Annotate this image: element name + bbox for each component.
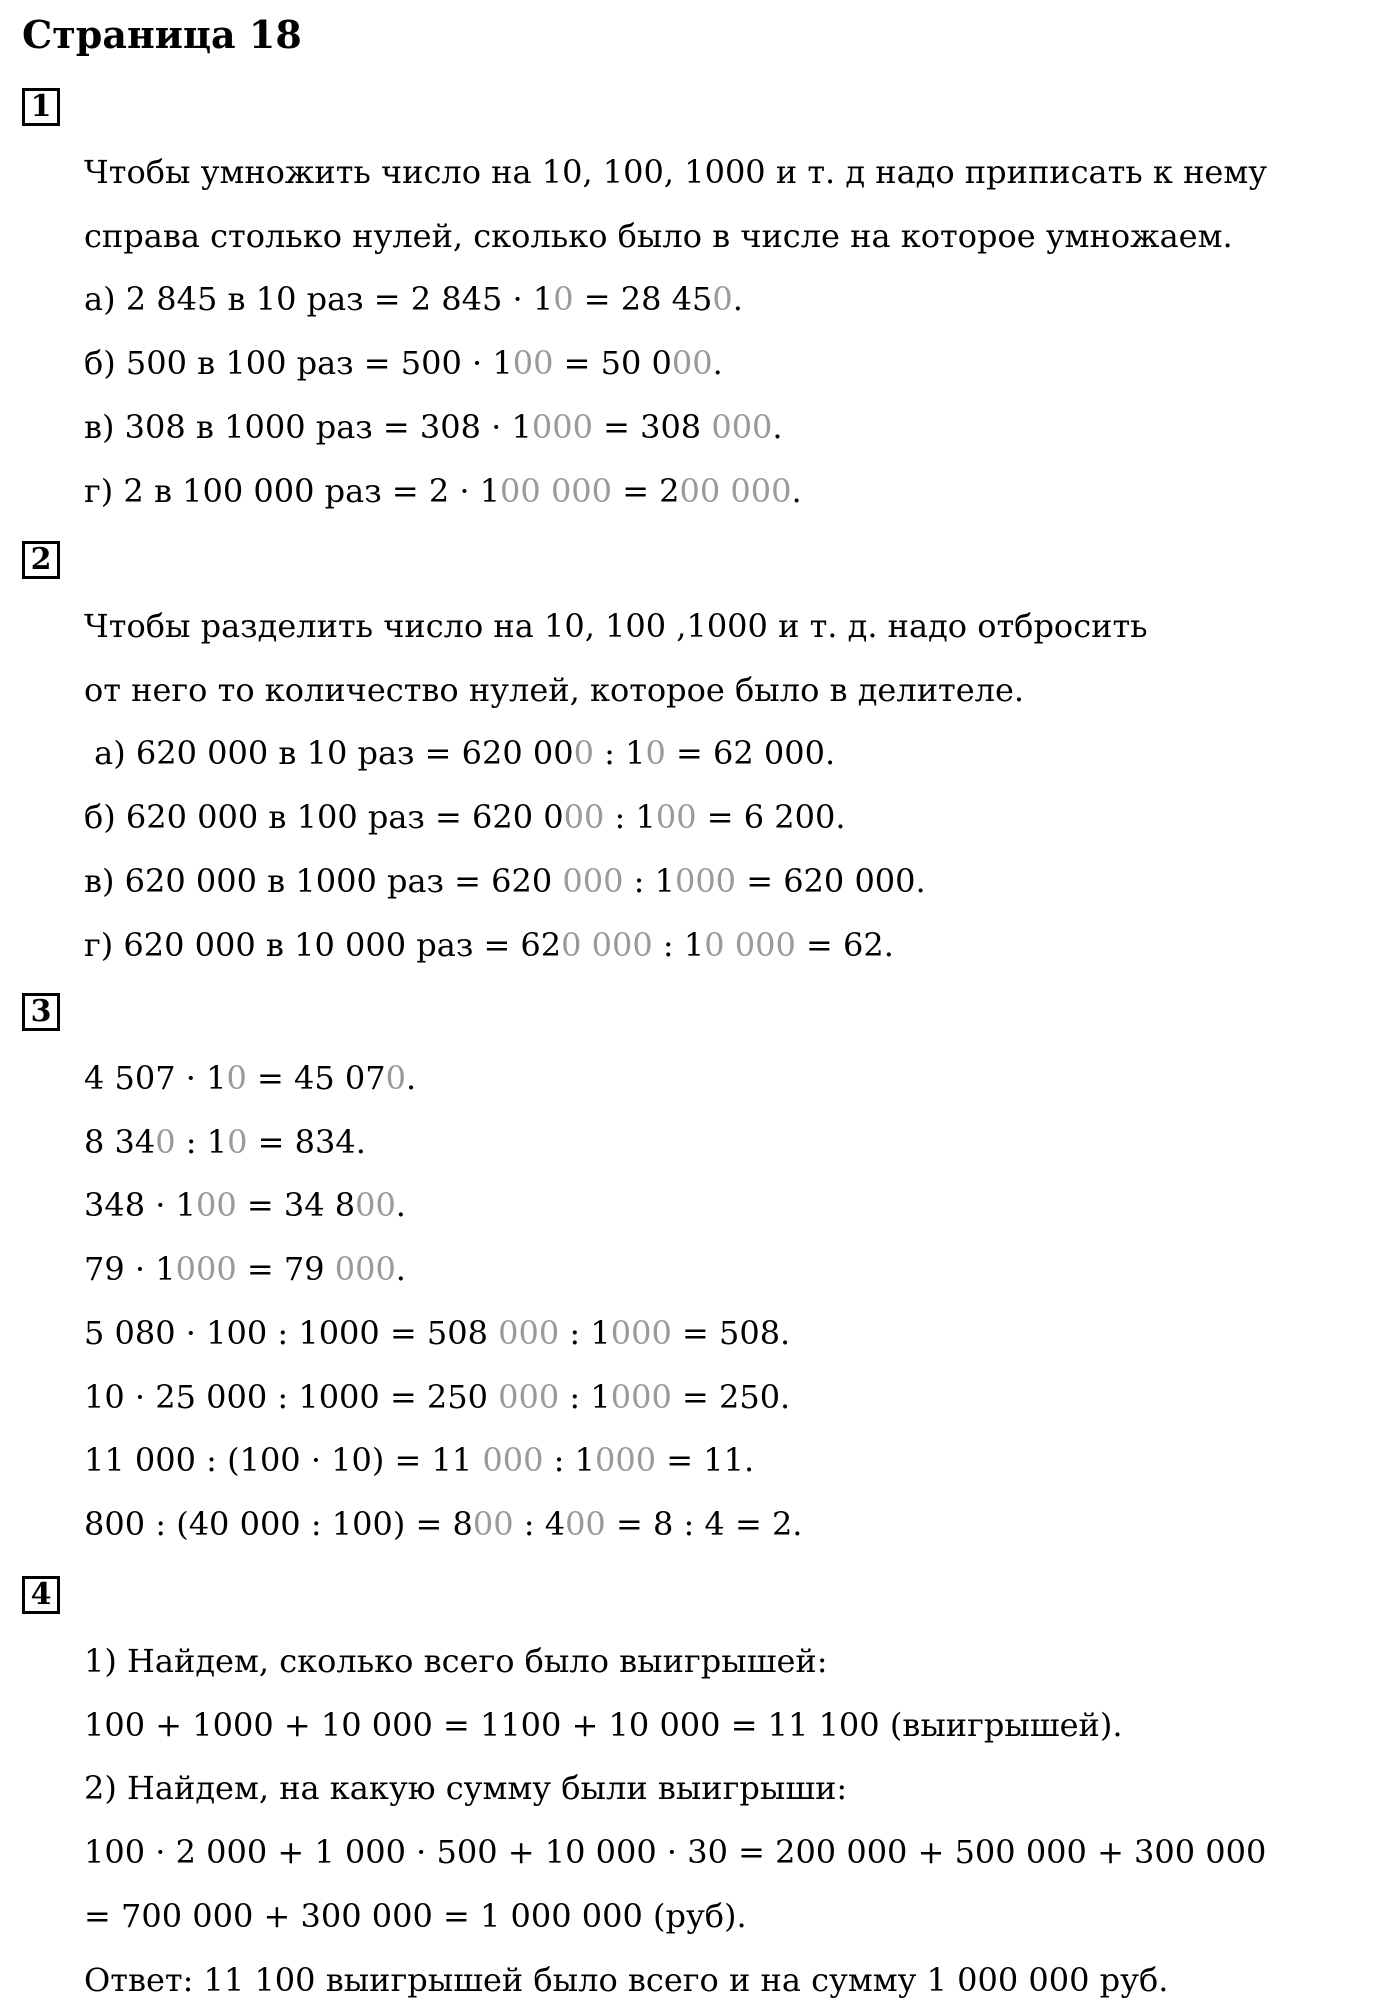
line-text: . [732, 280, 743, 319]
line-text: 1) Найдем, сколько всего было выигрышей: [84, 1642, 828, 1680]
task-number-3: 3 [22, 993, 60, 1031]
grey-zeros: 0 [645, 734, 666, 773]
grey-zeros: 000 [498, 1313, 560, 1352]
line-text: а) 620 000 в 10 раз = 620 00 [84, 734, 574, 773]
grey-zeros: 000 [610, 1377, 672, 1416]
grey-zeros: 0 [573, 734, 594, 773]
line-text: г) 2 в 100 000 раз = 2 · 1 [84, 471, 501, 510]
line-text: . [772, 407, 783, 446]
line-text: 100 · 2 000 + 1 000 · 500 + 10 000 · 30 = 200 000 + 500 000 + 300 000 [84, 1833, 1267, 1872]
line-text: : 1 [623, 861, 675, 900]
line-text: 348 · 1 [84, 1186, 196, 1225]
line-text: Чтобы умножить число на 10, 100, 1000 и т. д надо приписать к нему [84, 153, 1268, 191]
line-text: . [791, 471, 802, 510]
line-text: = 11. [656, 1441, 755, 1480]
line-text: 800 : (40 000 : 100) = 8 [84, 1504, 473, 1543]
line-text: = 700 000 + 300 000 = 1 000 000 (руб). [84, 1896, 747, 1935]
line-text: в) 308 в 1000 раз = 308 · 1 [84, 407, 532, 446]
task-2-line [84, 925, 894, 965]
grey-zeros: 0 000 [561, 925, 653, 964]
task-number-1: 1 [22, 88, 60, 126]
line-text: Ответ: 11 100 выигрышей было всего и на сумму 1 000 000 руб. [84, 1960, 1169, 1999]
grey-zeros: 00 [512, 344, 554, 383]
line-text: а) 2 845 в 10 раз = 2 845 · 1 [84, 280, 554, 319]
line-text: б) 500 в 100 раз = 500 · 1 [84, 344, 513, 383]
line-text: = 308 [592, 407, 712, 446]
task-2-line [84, 797, 846, 837]
line-text: г) 620 000 в 10 000 раз = 62 [84, 925, 562, 964]
grey-zeros: 0 [553, 280, 574, 319]
task-3-line [84, 1185, 406, 1225]
line-text: = 6 200. [696, 798, 846, 837]
task-number-2: 2 [22, 541, 60, 579]
line-text: : 1 [543, 1441, 595, 1480]
grey-zeros: 000 [674, 861, 737, 900]
grey-zeros: 00 [565, 1504, 606, 1543]
line-text: = 8 : 4 = 2. [605, 1504, 803, 1543]
grey-zeros: 00 [671, 344, 713, 383]
task-3-line [84, 1440, 754, 1480]
grey-zeros: 00 [655, 798, 697, 837]
task-4-line [84, 1768, 847, 1808]
task-2-line [84, 733, 835, 773]
grey-zeros: 000 [610, 1313, 672, 1352]
task-3-line [84, 1313, 790, 1353]
line-text: = 250. [671, 1377, 791, 1416]
line-text: справа столько нулей, сколько было в числе на которое умножаем. [84, 216, 1233, 255]
task-3-line [84, 1249, 406, 1289]
line-text: : 1 [175, 1122, 228, 1161]
grey-zeros: 0 000 [704, 925, 796, 964]
grey-zeros: 000 [531, 407, 593, 446]
grey-zeros: 000 [175, 1250, 237, 1289]
line-text: Чтобы разделить число на 10, 100 ,1000 и т. д. надо отбросить [84, 607, 1148, 645]
task-1-line [84, 343, 723, 383]
grey-zeros: 000 [334, 1250, 396, 1289]
page-title: Страница 18 [22, 12, 302, 57]
line-text: . [405, 1059, 417, 1097]
line-text: от него то количество нулей, которое было в делителе. [84, 670, 1025, 709]
task-2-line [84, 670, 1024, 710]
grey-zeros: 00 000 [679, 471, 792, 510]
line-text: = 34 8 [236, 1186, 356, 1225]
grey-zeros: 00 [563, 798, 605, 837]
line-text: = 79 [236, 1250, 335, 1289]
task-1-line [84, 407, 783, 447]
grey-zeros: 00 [472, 1504, 514, 1543]
line-text: = 620 000. [736, 861, 926, 900]
line-text: : 1 [593, 734, 646, 773]
grey-zeros: 000 [594, 1441, 657, 1480]
task-1-line [84, 152, 1267, 192]
line-text: 79 · 1 [84, 1250, 176, 1289]
line-text: = 508. [671, 1313, 791, 1352]
task-1-line [84, 279, 743, 319]
line-text: = 62 000. [665, 734, 836, 773]
task-4-line [84, 1960, 1168, 2000]
line-text: в) 620 000 в 1000 раз = 620 [84, 861, 563, 900]
line-text: 8 34 [84, 1122, 156, 1161]
line-text: : 1 [559, 1377, 611, 1416]
line-text: 2) Найдем, на какую сумму были выигрыши: [84, 1769, 848, 1808]
line-text: : 1 [604, 798, 656, 837]
task-3-line [84, 1058, 416, 1098]
task-2-line [84, 606, 1148, 646]
line-text: = 62. [795, 925, 894, 964]
grey-zeros: 00 [195, 1186, 237, 1225]
line-text: 100 + 1000 + 10 000 = 1100 + 10 000 = 11 100 (выигрышей). [84, 1705, 1123, 1744]
grey-zeros: 000 [711, 407, 773, 446]
task-1-line [84, 216, 1233, 256]
line-text: 4 507 · 1 [84, 1059, 227, 1097]
line-text: = 50 0 [553, 344, 672, 383]
line-text: = 834. [247, 1122, 366, 1161]
task-2-line [84, 861, 926, 901]
task-3-line [84, 1504, 802, 1544]
grey-zeros: 000 [482, 1441, 544, 1480]
line-text: . [395, 1250, 406, 1289]
grey-zeros: 00 [355, 1186, 396, 1225]
task-4-line [84, 1832, 1266, 1872]
task-4-line [84, 1896, 747, 1936]
line-text: = 2 [612, 471, 680, 510]
line-text: 10 · 25 000 : 1000 = 250 [84, 1377, 499, 1416]
grey-zeros: 0 [226, 1059, 247, 1097]
grey-zeros: 0 [227, 1122, 248, 1161]
grey-zeros: 0 [155, 1122, 176, 1161]
grey-zeros: 0 [712, 280, 733, 319]
task-3-line [84, 1122, 366, 1162]
line-text: : 4 [513, 1504, 566, 1543]
task-3-line [84, 1377, 790, 1417]
line-text: 11 000 : (100 · 10) = 11 [84, 1441, 483, 1480]
line-text: . [395, 1186, 406, 1225]
line-text: б) 620 000 в 100 раз = 620 0 [84, 798, 564, 837]
grey-zeros: 000 [498, 1377, 560, 1416]
line-text: = 28 45 [573, 280, 713, 319]
grey-zeros: 0 [385, 1059, 406, 1097]
task-4-line [84, 1641, 827, 1681]
grey-zeros: 00 000 [500, 471, 613, 510]
line-text: : 1 [559, 1313, 611, 1352]
line-text: = 45 07 [246, 1059, 386, 1097]
task-number-4: 4 [22, 1576, 60, 1614]
task-4-line [84, 1705, 1123, 1745]
task-1-line [84, 471, 802, 511]
grey-zeros: 000 [562, 861, 624, 900]
line-text: . [712, 344, 723, 383]
line-text: 5 080 · 100 : 1000 = 508 [84, 1313, 499, 1352]
line-text: : 1 [652, 925, 705, 964]
